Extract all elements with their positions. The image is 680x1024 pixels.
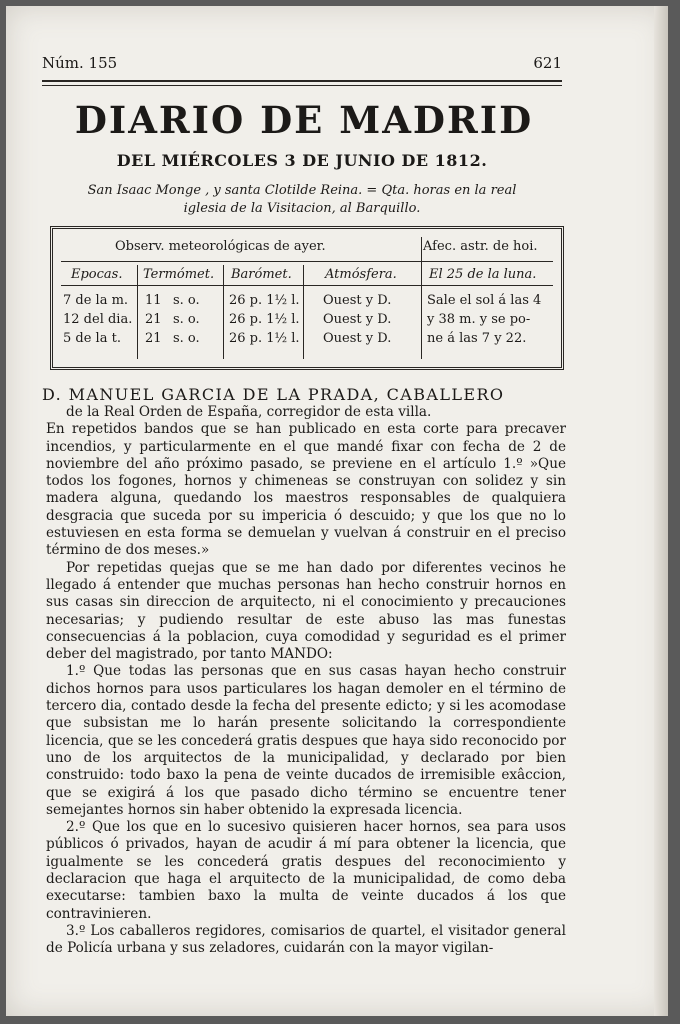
astro-line: ne á las 7 y 22. (427, 331, 527, 346)
astro-heading: Afec. astr. de hoi. (423, 239, 538, 254)
paragraph: 3.º Los caballeros regidores, comisarios de quartel, el visitador general de Policía urbana y sus zeladores, cuidarán con la mayor vigilan- (46, 922, 566, 957)
column-divider (303, 265, 304, 359)
row-epoch: 5 de la t. (63, 331, 121, 346)
paragraph: 2.º Que los que en lo sucesivo quisieren hacer hornos, sea para usos públicos ó privados, hayan de acudir á mí para obtener la licencia, que igualmente se les concederá gratis despues del reconocimiento y declaracion que haga el arquitecto de la municipalidad, de como deba executarse: tambien baxo la multa de veinte ducados á los que contravinieren. (46, 819, 566, 922)
row-atmosphere: Ouest y D. (323, 331, 392, 346)
row-temp-unit: s. o. (173, 331, 200, 346)
col-header-barometer: Barómet. (231, 267, 292, 282)
paragraph: Por repetidas quejas que se me han dado por diferentes vecinos he llegado á entender que muchas personas han hecho construir hornos en sus casas sin direccion de arquitecto, ni el conocimiento y precauciones necesarias; y pudiendo resultar de este abuso las mas funestas consecuencias á la poblacion, cuya comodidad y seguridad es el primer deber del magistrado, por tanto MANDO: (46, 559, 566, 663)
row-atmosphere: Ouest y D. (323, 293, 392, 308)
row-atmosphere: Ouest y D. (323, 312, 392, 327)
paragraph: En repetidos bandos que se han publicado en esta corte para precaver incendios, y particularmente en el que mandé fixar con fecha de 2 de noviembre del año próximo pasado, se previene en el artículo 1.º »Que todos los fogones, hornos y chimeneas se construyan con solidez y sin madera alguna, quedando los maestros responsables de qualquiera desgracia que suceda por su impericia ó descuido; y que los que no lo estuviesen en esta forma se demuelan y vuelvan á construir en el preciso término de dos meses.» (46, 421, 566, 559)
newspaper-page (6, 6, 668, 1016)
page-edge (654, 6, 668, 1016)
column-divider (223, 265, 224, 359)
row-temp-unit: s. o. (173, 312, 200, 327)
row-temp: 21 (145, 312, 162, 327)
page-number: 621 (533, 54, 562, 72)
row-temp: 21 (145, 331, 162, 346)
article-body (46, 404, 566, 958)
row-barometer: 26 p. 1½ l. (229, 331, 300, 346)
astro-line: y 38 m. y se po- (427, 312, 531, 327)
row-barometer: 26 p. 1½ l. (229, 312, 300, 327)
header-rule (42, 80, 562, 82)
table-rule (61, 261, 553, 262)
col-header-moon: El 25 de la luna. (429, 267, 537, 282)
column-divider (421, 237, 422, 359)
astro-line: Sale el sol á las 4 (427, 293, 542, 308)
meteorological-table (50, 226, 564, 370)
column-divider (137, 265, 138, 359)
row-barometer: 26 p. 1½ l. (229, 293, 300, 308)
article-title: D. MANUEL GARCIA DE LA PRADA, CABALLERO (42, 385, 505, 404)
issue-number: Núm. 155 (42, 54, 118, 72)
dateline: DEL MIÉRCOLES 3 DE JUNIO DE 1812. (116, 151, 488, 170)
row-epoch: 7 de la m. (63, 293, 129, 308)
meteo-heading: Observ. meteorológicas de ayer. (115, 239, 326, 254)
row-temp-unit: s. o. (173, 293, 200, 308)
masthead-title: DIARIO DE MADRID (74, 98, 534, 142)
saints-of-day (42, 182, 562, 218)
header-row (42, 54, 562, 76)
table-rule (61, 285, 553, 286)
article-subtitle: de la Real Orden de España, corregidor de esta villa. (66, 404, 432, 420)
paragraph: 1.º Que todas las personas que en sus casas hayan hecho construir dichos hornos para usos particulares los hagan demoler en el término de tercero dia, contado desde la fecha del presente edicto; y si les acomodase que subsistan me lo harán presente solicitando la correspondiente licencia, que se les concederá gratis despues que haya sido reconocido por uno de los arquitectos de la municipalidad, y declarado por bien construido: todo baxo la pena de veinte ducados de irremisible exâccion, que se exigirá á los que pasado dicho término se encuentre tener semejantes hornos sin haber obtenido la expresada licencia. (46, 663, 566, 818)
row-epoch: 12 del dia. (63, 312, 133, 327)
saints-line-1: San Isaac Monge , y santa Clotilde Reina. = Qta. horas en la real (87, 183, 517, 198)
col-header-epochs: Epocas. (71, 267, 123, 282)
col-header-thermometer: Termómet. (143, 267, 215, 282)
saints-line-2: iglesia de la Visitacion, al Barquillo. (183, 201, 421, 216)
row-temp: 11 (145, 293, 162, 308)
header-rule-thin (42, 85, 562, 86)
col-header-atmosphere: Atmósfera. (325, 267, 397, 282)
